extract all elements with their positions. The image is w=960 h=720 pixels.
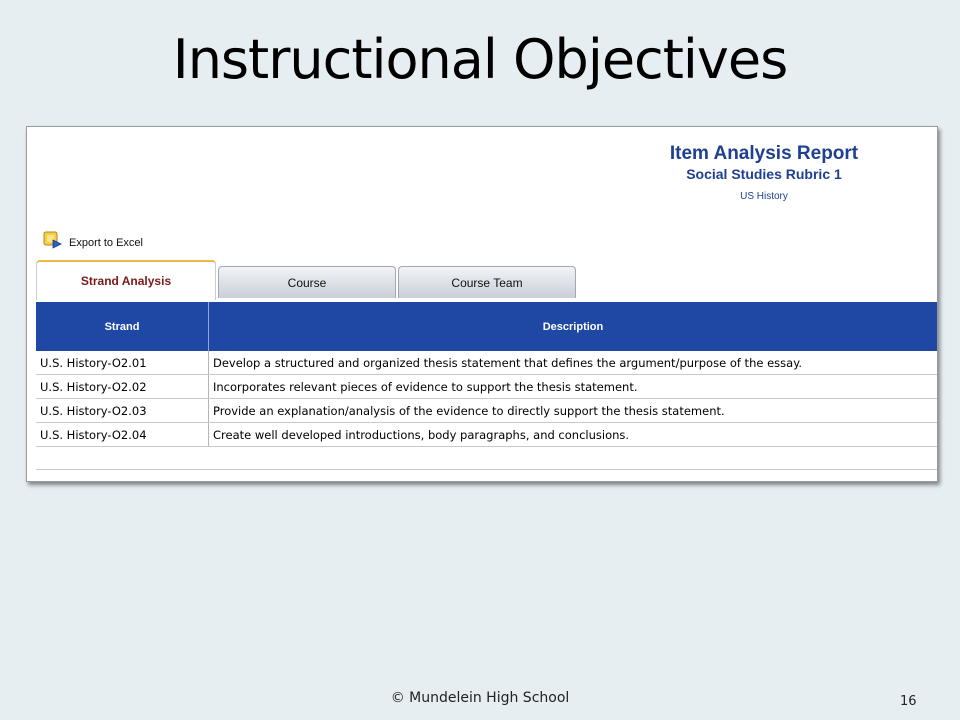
column-header-strand[interactable]: Strand xyxy=(36,302,209,351)
report-screenshot xyxy=(26,126,938,482)
table-row xyxy=(36,375,937,399)
export-label: Export to Excel xyxy=(69,237,143,249)
report-title: Item Analysis Report xyxy=(669,143,859,164)
export-to-excel-link[interactable] xyxy=(43,231,143,249)
report-course: US History xyxy=(740,191,788,202)
report-subtitle: Social Studies Rubric 1 xyxy=(686,166,842,182)
report-header xyxy=(641,143,887,202)
strand-cell: U.S. History-O2.02 xyxy=(36,375,209,399)
strand-cell: U.S. History-O2.01 xyxy=(36,351,209,375)
tab-course-team[interactable]: Course Team xyxy=(398,266,576,298)
description-cell: Incorporates relevant pieces of evidence to support the thesis statement. xyxy=(209,375,938,399)
slide-footer: © Mundelein High School xyxy=(390,690,570,706)
table-header-row xyxy=(36,302,937,351)
strand-cell: U.S. History-O2.04 xyxy=(36,423,209,447)
table-row xyxy=(36,351,937,375)
description-cell: Provide an explanation/analysis of the evidence to directly support the thesis statement. xyxy=(209,399,938,423)
description-cell: Develop a structured and organized thesis statement that defines the argument/purpose of the essay. xyxy=(209,351,938,375)
table-row xyxy=(36,423,937,447)
description-cell: Create well developed introductions, body paragraphs, and conclusions. xyxy=(209,423,938,447)
table-row xyxy=(36,399,937,423)
empty-footer-cell xyxy=(36,447,937,470)
column-header-description[interactable]: Description xyxy=(209,302,938,351)
tab-course[interactable]: Course xyxy=(218,266,396,298)
tab-strand-analysis[interactable]: Strand Analysis xyxy=(36,260,216,300)
excel-export-icon xyxy=(43,231,63,249)
page-number: 16 xyxy=(900,694,917,709)
strand-cell: U.S. History-O2.03 xyxy=(36,399,209,423)
objectives-table xyxy=(36,302,937,470)
table-footer-row xyxy=(36,447,937,470)
slide-title: Instructional Objectives xyxy=(172,28,788,91)
